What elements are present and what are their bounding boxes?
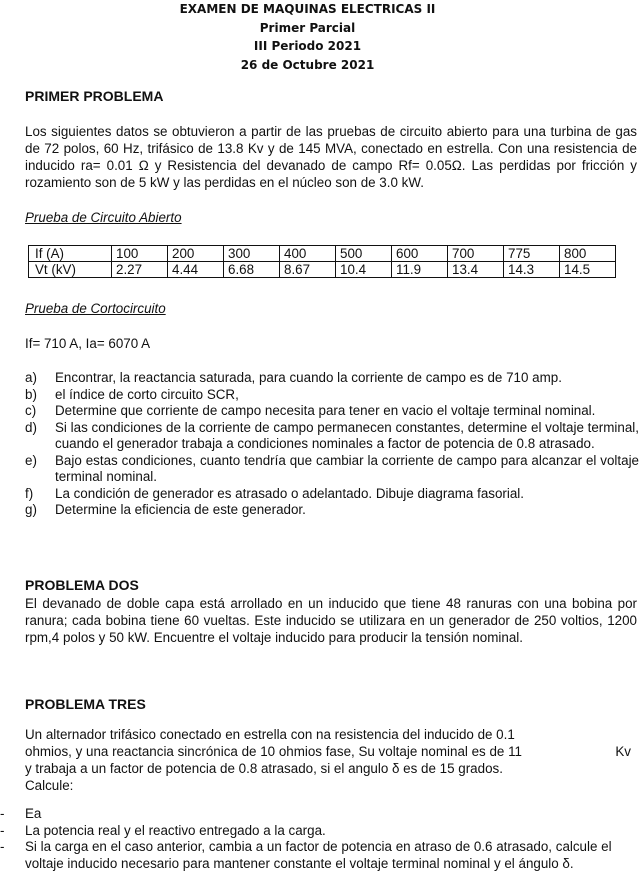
open-circuit-table <box>28 245 616 278</box>
table-cell: 14.5 <box>560 262 616 278</box>
short-circuit-test-title: Prueba de Cortocircuito <box>25 301 166 316</box>
problem3-questions <box>0 806 634 872</box>
table-cell: 100 <box>112 246 168 262</box>
list-marker: e) <box>25 452 37 468</box>
table-cell: 6.68 <box>224 262 280 278</box>
short-circuit-values: If= 710 A, Ia= 6070 A <box>25 336 151 351</box>
voltage-unit: Kv <box>615 744 631 759</box>
open-circuit-test-title: Prueba de Circuito Abierto <box>25 210 182 225</box>
table-cell: 600 <box>392 246 448 262</box>
table-cell: 11.9 <box>392 262 448 278</box>
list-marker: b) <box>25 386 37 402</box>
list-marker: f) <box>25 485 34 501</box>
table-cell: 14.3 <box>504 262 560 278</box>
table-cell: 300 <box>224 246 280 262</box>
table-cell: 800 <box>560 246 616 262</box>
problem2-text: El devanado de doble capa está arrollado en un inducido que tiene 48 ranuras con una bobina por ranura; cada bobina tiene 60 vueltas. Este inducido se utilizara en un generador de 250 voltios, 1200 rpm,4 polos y 50 kW. Encuentre el voltaje inducido para producir la tensión nominal. <box>25 596 637 645</box>
problem3-line3: y trabaja a un factor de potencia de 0.8 atrasado, si el angulo δ es de 15 grados. <box>25 761 503 776</box>
table-cell: 775 <box>504 246 560 262</box>
table-cell: 8.67 <box>280 262 336 278</box>
list-item-text: Si la carga en el caso anterior, cambia a un factor de potencia en atraso de 0.6 atrasado, calcule el voltaje inducido necesario para mantener constante el voltaje terminal nominal y el ángulo δ. <box>25 839 612 871</box>
list-item-text: Si las condiciones de la corriente de campo permanecen constantes, determine el voltaje terminal, cuando el generador trabaja a condiciones nominales a factor de potencia de 0.8 atrasado. <box>55 419 639 451</box>
list-item <box>25 453 639 486</box>
problem1-questions <box>25 370 639 519</box>
list-item-text: La potencia real y el reactivo entregado a la carga. <box>25 822 326 838</box>
list-marker: - <box>0 822 5 838</box>
table-cell: 2.27 <box>112 262 168 278</box>
problem3-line2-text: ohmios, y una reactancia sincrónica de 10 ohmios fase, Su voltaje nominal es de 11 <box>25 744 522 759</box>
list-item-text: Determine la eficiencia de este generador. <box>55 502 306 517</box>
table-cell: 500 <box>336 246 392 262</box>
table-cell: 10.4 <box>336 262 392 278</box>
problem1-intro: Los siguientes datos se obtuvieron a partir de las pruebas de circuito abierto para una turbina de gas de 72 polos, 60 Hz, trifásico de 13.8 Kv y de 145 MVA, conectado en estrella. Con una resistencia de inducido ra= 0.01 Ω y Resistencia del devanado de campo Rf= 0.05Ω. Las perdidas por fricción y rozamiento son de 5 kW y las perdidas en el núcleo son de 3.0 kW. <box>25 124 637 190</box>
list-item <box>0 823 634 840</box>
table-row <box>29 262 616 278</box>
table-cell: 4.44 <box>168 262 224 278</box>
list-marker: a) <box>25 370 37 385</box>
list-item <box>25 420 639 453</box>
list-item-text: Bajo estas condiciones, cuanto tendría que cambiar la corriente de campo para alcanzar el voltaje terminal nominal. <box>55 452 639 484</box>
list-marker: - <box>0 839 5 854</box>
list-item <box>25 387 639 404</box>
list-item-text: Ea <box>25 806 42 821</box>
list-item <box>25 486 639 503</box>
table-row <box>29 246 616 262</box>
problem1-title: PRIMER PROBLEMA <box>25 88 164 104</box>
list-item <box>25 370 639 387</box>
table-cell: Vt (kV) <box>29 262 112 278</box>
table-cell: 13.4 <box>448 262 504 278</box>
list-item <box>0 839 634 872</box>
list-item <box>25 502 639 519</box>
list-item-text: Encontrar, la reactancia saturada, para cuando la corriente de campo es de 710 amp. <box>55 370 562 385</box>
problem3-title: PROBLEMA TRES <box>25 696 146 712</box>
problem3-line4: Calcule: <box>25 778 74 793</box>
table-cell: 400 <box>280 246 336 262</box>
problem3-line2 <box>25 743 637 760</box>
table-cell: If (A) <box>29 246 112 262</box>
list-marker: c) <box>25 403 37 418</box>
list-item <box>25 403 639 420</box>
exam-title: EXAMEN DE MAQUINAS ELECTRICAS II <box>179 2 436 16</box>
list-marker: g) <box>25 502 37 517</box>
exam-header <box>0 0 615 74</box>
list-item-text: el índice de corto circuito SCR, <box>55 386 239 402</box>
table-cell: 200 <box>168 246 224 262</box>
problem3-line1: Un alternador trifásico conectado en estrella con na resistencia del inducido de 0.1 <box>25 727 515 742</box>
list-item <box>0 806 634 823</box>
list-marker: - <box>0 806 5 821</box>
list-marker: d) <box>25 419 37 435</box>
exam-period: III Periodo 2021 <box>253 39 362 53</box>
problem2-title: PROBLEMA DOS <box>25 577 139 593</box>
exam-date: 26 de Octubre 2021 <box>240 57 375 72</box>
list-item-text: La condición de generador es atrasado o adelantado. Dibuje diagrama fasorial. <box>55 485 524 501</box>
table-cell: 700 <box>448 246 504 262</box>
exam-subtitle: Primer Parcial <box>259 20 356 35</box>
list-item-text: Determine que corriente de campo necesita para tener en vacio el voltaje terminal nominal. <box>55 403 596 418</box>
